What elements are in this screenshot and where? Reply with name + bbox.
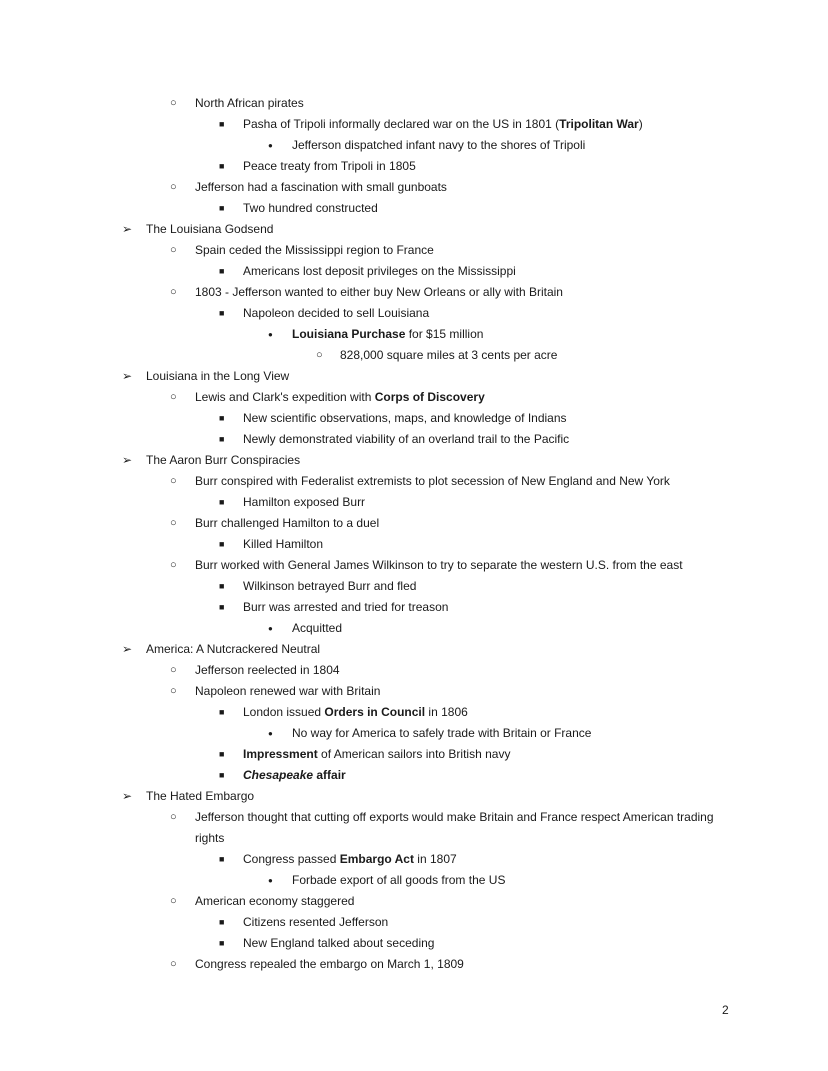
bullet-level-2-icon: ○ (170, 391, 177, 403)
text-run: London issued (243, 705, 325, 719)
bullet-level-4-icon: ● (268, 876, 273, 885)
bold-term: Tripolitan War (559, 117, 639, 131)
bullet-level-5-icon: ○ (316, 349, 323, 361)
outline-item-text (292, 135, 585, 156)
outline-item-text (195, 681, 380, 702)
bullet-level-2-icon: ○ (170, 958, 177, 970)
text-run: in 1807 (413, 852, 457, 866)
text-run: ) (638, 117, 643, 131)
text-run: Lewis and Clark's expedition with (195, 390, 375, 404)
bold-term: Orders in Council (324, 705, 426, 719)
bullet-level-2-icon: ○ (170, 685, 177, 697)
outline-item-text (243, 261, 516, 282)
outline-item-text (243, 156, 416, 177)
text-run: North African pirates (195, 96, 304, 110)
bullet-level-3-icon: ■ (219, 770, 225, 780)
bullet-level-3-icon: ■ (219, 602, 225, 612)
text-run: rights (195, 831, 225, 845)
outline-item-text (195, 177, 447, 198)
outline-item-text (243, 576, 416, 597)
text-run: Jefferson had a fascination with small gunboats (195, 180, 447, 194)
bold-term: Chesapeake (243, 768, 314, 782)
bold-term: affair (313, 768, 346, 782)
bullet-level-3-icon: ■ (219, 266, 225, 276)
bullet-level-2-icon: ○ (170, 97, 177, 109)
outline-item-text (243, 198, 378, 219)
bullet-level-3-icon: ■ (219, 581, 225, 591)
outline-item-text (243, 744, 510, 765)
text-run: The Aaron Burr Conspiracies (146, 453, 301, 467)
outline-item-text (195, 282, 563, 303)
bullet-level-2-icon: ○ (170, 895, 177, 907)
bullet-level-3-icon: ■ (219, 434, 225, 444)
outline-item-text (292, 723, 591, 744)
outline-item-text (195, 555, 683, 576)
bullet-level-2-icon: ○ (170, 181, 177, 193)
outline-item-text (292, 870, 505, 891)
bullet-level-2-icon: ○ (170, 559, 177, 571)
outline-item-text (195, 240, 434, 261)
bullet-level-4-icon: ● (268, 330, 273, 339)
text-run: Acquitted (292, 621, 343, 635)
outline-item-text (146, 366, 289, 387)
outline-item-text (146, 786, 254, 807)
bullet-level-1-icon: ➢ (122, 222, 133, 236)
bullet-level-3-icon: ■ (219, 938, 225, 948)
text-run: Congress repealed the embargo on March 1, 1809 (195, 957, 464, 971)
text-run: Americans lost deposit privileges on the Mississippi (243, 264, 516, 278)
outline-item-text (243, 765, 346, 786)
bullet-level-4-icon: ● (268, 624, 273, 633)
outline-item-text (340, 345, 557, 366)
text-run: Peace treaty from Tripoli in 1805 (243, 159, 416, 173)
text-run: Burr challenged Hamilton to a duel (195, 516, 380, 530)
text-run: Citizens resented Jefferson (243, 915, 389, 929)
bullet-level-3-icon: ■ (219, 917, 225, 927)
text-run: Burr worked with General James Wilkinson to try to separate the western U.S. from the east (195, 558, 683, 572)
bullet-level-3-icon: ■ (219, 413, 225, 423)
text-run: Louisiana in the Long View (146, 369, 290, 383)
bullet-level-4-icon: ● (268, 729, 273, 738)
text-run: Burr was arrested and tried for treason (243, 600, 449, 614)
outline-item-text (243, 303, 429, 324)
text-run: 828,000 square miles at 3 cents per acre (340, 348, 558, 362)
outline-item-text (243, 597, 448, 618)
text-run: No way for America to safely trade with Britain or France (292, 726, 592, 740)
text-run: of American sailors into British navy (317, 747, 511, 761)
outline-item-text (195, 807, 714, 828)
bullet-level-2-icon: ○ (170, 664, 177, 676)
text-run: Burr conspired with Federalist extremists to plot secession of New England and New York (195, 474, 670, 488)
text-run: American economy staggered (195, 894, 355, 908)
bullet-level-2-icon: ○ (170, 517, 177, 529)
outline-item-text (195, 891, 354, 912)
outline-item-text (243, 429, 569, 450)
outline-item-text (243, 408, 567, 429)
outline-item-text (146, 639, 320, 660)
bullet-level-2-icon: ○ (170, 244, 177, 256)
outline-item-text (243, 702, 468, 723)
text-run: Napoleon renewed war with Britain (195, 684, 381, 698)
bullet-level-2-icon: ○ (170, 475, 177, 487)
outline-item-text (195, 660, 340, 681)
bullet-level-3-icon: ■ (219, 707, 225, 717)
bold-term: Embargo Act (339, 852, 414, 866)
bullet-level-3-icon: ■ (219, 497, 225, 507)
bullet-level-3-icon: ■ (219, 539, 225, 549)
outline-item-text (243, 492, 365, 513)
text-run: Jefferson reelected in 1804 (195, 663, 340, 677)
text-run: Hamilton exposed Burr (243, 495, 366, 509)
bullet-level-3-icon: ■ (219, 203, 225, 213)
bullet-level-1-icon: ➢ (122, 789, 133, 803)
text-run: in 1806 (425, 705, 468, 719)
text-run: Forbade export of all goods from the US (292, 873, 506, 887)
text-run: Spain ceded the Mississippi region to France (195, 243, 434, 257)
outline-item-text (195, 954, 464, 975)
text-run: Jefferson thought that cutting off exports would make Britain and France respect American trading (195, 810, 714, 824)
text-run: Congress passed (243, 852, 340, 866)
outline-item-text (292, 618, 342, 639)
text-run: for $15 million (405, 327, 484, 341)
outline-item-text (195, 471, 670, 492)
outline-item-text (243, 114, 643, 135)
text-run: The Louisiana Godsend (146, 222, 274, 236)
outline-item-text (292, 324, 483, 345)
outline-item-text (146, 219, 273, 240)
bold-term: Impressment (243, 747, 318, 761)
text-run: Pasha of Tripoli informally declared war on the US in 1801 ( (243, 117, 560, 131)
outline-item-text (243, 912, 388, 933)
text-run: The Hated Embargo (146, 789, 255, 803)
text-run: New scientific observations, maps, and knowledge of Indians (243, 411, 567, 425)
text-run: Two hundred constructed (243, 201, 378, 215)
bullet-level-2-icon: ○ (170, 811, 177, 823)
bold-term: Corps of Discovery (374, 390, 485, 404)
outline-item-text (195, 387, 485, 408)
text-run: Wilkinson betrayed Burr and fled (243, 579, 417, 593)
bullet-level-1-icon: ➢ (122, 642, 133, 656)
text-run: New England talked about seceding (243, 936, 435, 950)
text-run: America: A Nutcrackered Neutral (146, 642, 321, 656)
bullet-level-3-icon: ■ (219, 749, 225, 759)
bold-term: Louisiana Purchase (292, 327, 406, 341)
text-run: Jefferson dispatched infant navy to the shores of Tripoli (292, 138, 586, 152)
page-number: 2 (722, 1003, 729, 1017)
bullet-level-3-icon: ■ (219, 161, 225, 171)
text-run: Killed Hamilton (243, 537, 324, 551)
text-run: Newly demonstrated viability of an overland trail to the Pacific (243, 432, 570, 446)
outline-item-text (195, 513, 379, 534)
bullet-level-3-icon: ■ (219, 854, 225, 864)
bullet-level-3-icon: ■ (219, 308, 225, 318)
text-run: Napoleon decided to sell Louisiana (243, 306, 430, 320)
outline-item-text (243, 849, 457, 870)
outline-item-text (195, 828, 224, 849)
outline-item-text (146, 450, 300, 471)
outline-item-text (195, 93, 304, 114)
bullet-level-1-icon: ➢ (122, 369, 133, 383)
bullet-level-4-icon: ● (268, 141, 273, 150)
bullet-level-3-icon: ■ (219, 119, 225, 129)
bullet-level-1-icon: ➢ (122, 453, 133, 467)
bullet-level-2-icon: ○ (170, 286, 177, 298)
text-run: 1803 - Jefferson wanted to either buy New Orleans or ally with Britain (195, 285, 563, 299)
outline-item-text (243, 534, 323, 555)
outline-item-text (243, 933, 434, 954)
